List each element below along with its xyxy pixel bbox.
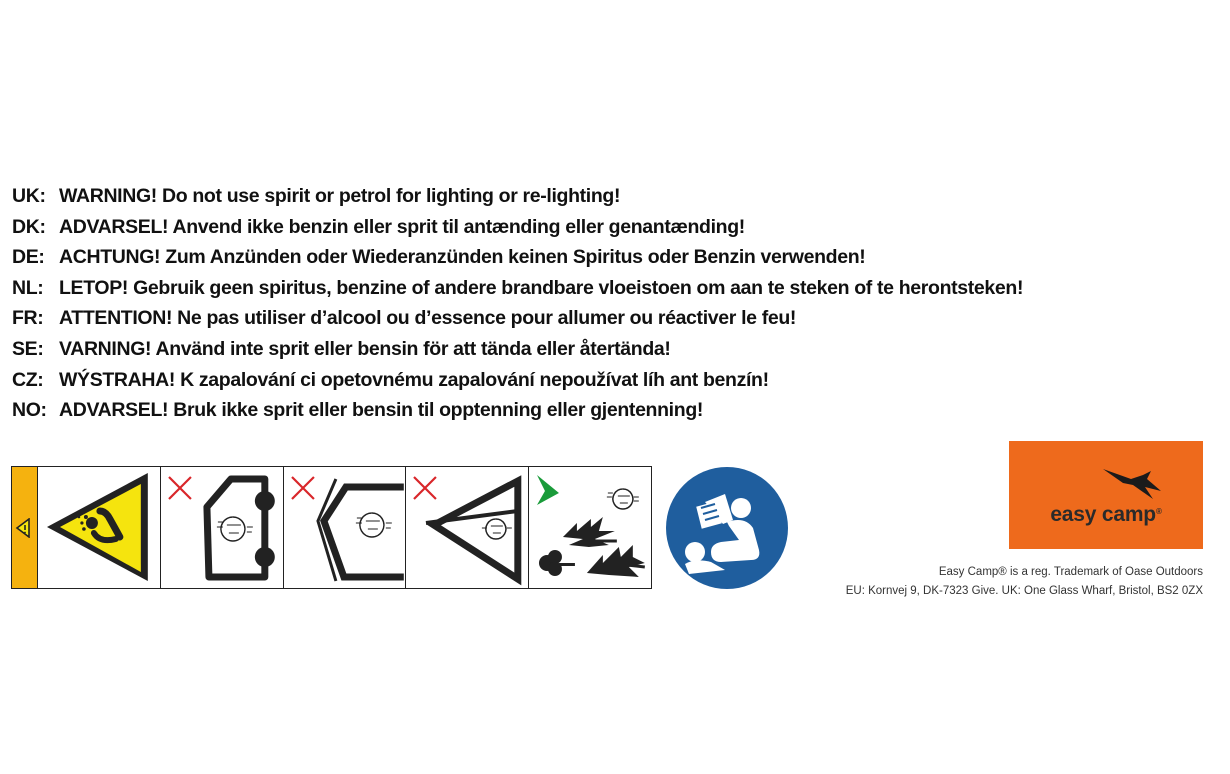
warning-line-fr — [12, 303, 1222, 334]
trees-icon — [563, 517, 645, 577]
bird-logo-icon — [1101, 465, 1163, 501]
language-code: SE: — [12, 337, 44, 360]
warning-line-cz — [12, 365, 1222, 396]
warning-text: LETOP! Gebruik geen spiritus, benzine of andere brandbare vloeistoen om aan te steken of te herontsteken! — [59, 276, 1024, 299]
warning-line-dk — [12, 212, 1222, 243]
address-line: EU: Kornvej 9, DK-7323 Give. UK: One Glass Wharf, Bristol, BS2 0ZX — [845, 585, 1203, 597]
warning-text: ATTENTION! Ne pas utiliser d’alcool ou d’essence pour allumer ou réactiver le feu! — [59, 307, 797, 330]
no-use-in-tent-icon — [161, 467, 284, 588]
language-code: CZ: — [12, 368, 44, 391]
warning-line-nl — [12, 273, 1222, 304]
logo-text: easy camp® — [1050, 503, 1162, 526]
warning-text-block — [12, 181, 1222, 426]
warning-line-no — [12, 395, 1222, 426]
stove-icon — [607, 489, 639, 509]
stove-icon — [217, 517, 253, 541]
use-outdoors-icon — [529, 467, 651, 588]
trademark-notice — [846, 563, 1203, 601]
warning-line-de — [12, 242, 1222, 273]
pictogram-strip — [11, 466, 652, 589]
language-code: FR: — [12, 307, 44, 330]
warning-text: ACHTUNG! Zum Anzünden oder Wiederanzünden keinen Spiritus oder Benzin verwenden! — [59, 246, 866, 269]
no-use-in-enclosed-space-icon — [406, 467, 529, 588]
warning-stripe — [12, 467, 38, 588]
language-code: DE: — [12, 246, 45, 269]
language-code: NL: — [12, 276, 44, 299]
bush-icon — [539, 550, 575, 576]
brand-logo — [1009, 441, 1203, 549]
read-manual-icon — [665, 466, 789, 590]
warning-line-uk — [12, 181, 1222, 212]
language-code: UK: — [12, 185, 46, 207]
carbon-monoxide-warning-icon — [38, 467, 161, 588]
warning-text: WARNING! Do not use spirit or petrol for lighting or re-lighting! — [59, 185, 621, 207]
warning-text: ADVARSEL! Bruk ikke sprit eller bensin til opptenning eller gjentenning! — [59, 399, 704, 422]
trademark-line: Easy Camp® is a reg. Trademark of Oase Outdoors — [938, 566, 1203, 578]
stove-icon — [355, 513, 391, 537]
language-code: DK: — [12, 215, 46, 238]
warning-line-se — [12, 334, 1222, 365]
warning-text: VARNING! Använd inte sprit eller bensin för att tända eller återtända! — [59, 337, 671, 360]
warning-text: WÝSTRAHA! K zapalování ci opetovnému zapalování nepoužívat líh ant benzín! — [59, 368, 769, 391]
stove-icon — [482, 519, 512, 539]
warning-text: ADVARSEL! Anvend ikke benzin eller sprit til antænding eller genantænding! — [59, 215, 745, 238]
language-code: NO: — [12, 399, 47, 422]
small-warning-icon — [15, 518, 33, 538]
no-use-indoors-icon — [284, 467, 407, 588]
